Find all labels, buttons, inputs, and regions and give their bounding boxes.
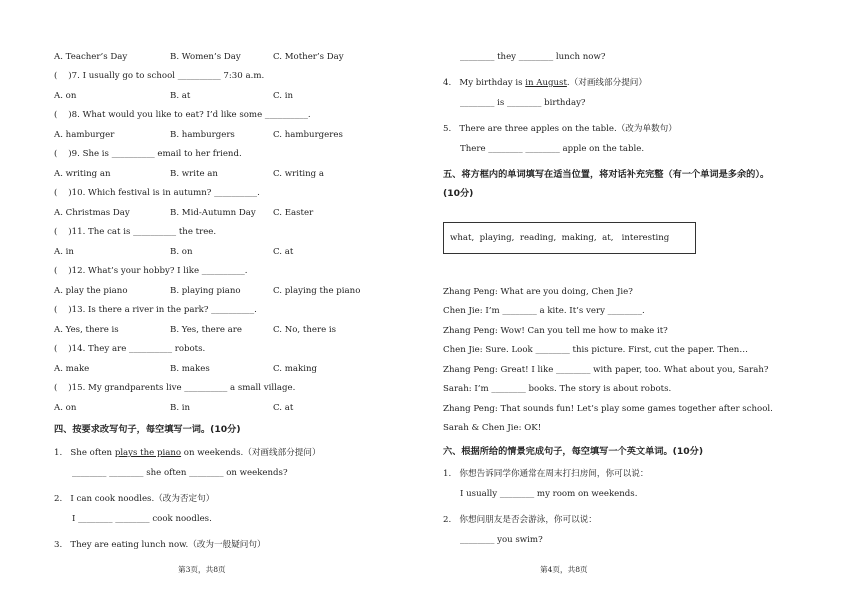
s4-question-1: [54, 448, 321, 459]
section-5-title: 五、将方框内的单词填写在适当位置，将对话补充完整（有一个单词是多余的）。: [443, 169, 770, 180]
question-11: ( )11. The cat is __________ the tree.: [54, 227, 217, 237]
s4-question-3: 3. They are eating lunch now.（改为一般疑问句）: [54, 540, 266, 550]
page-footer-right: 第4页，共8页: [540, 565, 588, 574]
dialogue-line: Chen Jie: Sure. Look ________ this picture. First, cut the paper. Then…: [443, 345, 748, 355]
question-9: ( )9. She is __________ email to her friend.: [54, 149, 242, 159]
section-6-title: 六、根据所给的情景完成句子，每空填写一个英文单词。(10分): [443, 446, 704, 457]
question-8: ( )8. What would you like to eat? I’d like some __________.: [54, 110, 311, 120]
q14-option-c: C. making: [273, 364, 317, 374]
q13-option-a: A. Yes, there is: [54, 325, 119, 335]
q12-option-c: C. playing the piano: [273, 286, 361, 296]
dialogue-line: Zhang Peng: Wow! Can you tell me how to make it?: [443, 326, 668, 336]
q9-option-c: C. writing a: [273, 169, 325, 179]
q14-option-a: A. make: [54, 364, 90, 374]
s4-q4-text-pre: My birthday is: [459, 78, 526, 88]
q11-option-a: A. in: [54, 247, 74, 257]
word-bank-box: [443, 222, 696, 254]
dialogue-line: Zhang Peng: That sounds fun! Let’s play some games together after school.: [443, 404, 773, 414]
s6-question-2: 2. 你想问朋友是否会游泳，你可以说：: [443, 515, 597, 525]
s4-q5-answer-line: There ________ ________ apple on the table.: [460, 144, 645, 154]
q15-option-b: B. in: [170, 403, 191, 413]
question-12: ( )12. What’s your hobby? I like __________.: [54, 266, 248, 276]
q11-option-c: C. at: [273, 247, 294, 257]
q6-option-c: C. Mother’s Day: [273, 52, 344, 62]
dialogue-line: Chen Jie: I’m ________ a kite. It’s very ________.: [443, 306, 645, 316]
q8-option-c: C. hamburgeres: [273, 130, 343, 140]
s4-q1-answer-line: ________ ________ she often ________ on weekends?: [72, 468, 288, 478]
s4-q1-text-pre: She often: [70, 448, 115, 458]
s4-q4-underlined: in August: [525, 78, 567, 88]
s4-q4-answer-line: ________ is ________ birthday?: [460, 98, 586, 108]
q6-option-b: B. Women’s Day: [170, 52, 241, 62]
dialogue-line: Zhang Peng: Great! I like ________ with paper, too. What about you, Sarah?: [443, 365, 769, 375]
question-10: ( )10. Which festival is in autumn? __________.: [54, 188, 260, 198]
s4-q2-answer-line: I ________ ________ cook noodles.: [72, 514, 212, 524]
question-7: ( )7. I usually go to school __________ 7:30 a.m.: [54, 71, 265, 81]
q7-option-a: A. on: [54, 91, 77, 101]
s4-question-5: 5. There are three apples on the table.（改为单数句）: [443, 124, 677, 134]
question-14: ( )14. They are __________ robots.: [54, 344, 206, 354]
s4-q1-number: 1.: [54, 448, 63, 458]
q15-option-a: A. on: [54, 403, 77, 413]
s6-q2-answer-line: ________ you swim?: [460, 535, 543, 545]
section-4-title: 四、按要求改写句子，每空填写一词。(10分): [54, 424, 241, 435]
dialogue-line: Sarah & Chen Jie: OK!: [443, 423, 542, 433]
section-5-score: (10分): [443, 188, 474, 199]
q7-option-b: B. at: [170, 91, 191, 101]
dialogue-line: Zhang Peng: What are you doing, Chen Jie?: [443, 287, 633, 297]
q8-option-a: A. hamburger: [54, 130, 115, 140]
word-bank: what, playing, reading, making, at, interesting: [450, 233, 670, 243]
dialogue-line: Sarah: I’m ________ books. The story is about robots.: [443, 384, 672, 394]
question-13: ( )13. Is there a river in the park? __________.: [54, 305, 257, 315]
q9-option-a: A. writing an: [54, 169, 111, 179]
q12-option-b: B. playing piano: [170, 286, 241, 296]
q8-option-b: B. hamburgers: [170, 130, 235, 140]
s4-question-2: 2. I can cook noodles.（改为否定句）: [54, 494, 215, 504]
q12-option-a: A. play the piano: [54, 286, 128, 296]
page-footer-left: 第3页，共8页: [178, 565, 226, 574]
s4-q4-text-post: .（对画线部分提问）: [566, 78, 647, 88]
q15-option-c: C. at: [273, 403, 294, 413]
s4-q1-underlined: plays the piano: [114, 448, 182, 458]
q10-option-b: B. Mid-Autumn Day: [170, 208, 256, 218]
s4-question-4: [443, 78, 647, 89]
q10-option-a: A. Christmas Day: [54, 208, 130, 218]
q13-option-b: B. Yes, there are: [170, 325, 242, 335]
question-15: ( )15. My grandparents live __________ a small village.: [54, 383, 296, 393]
q9-option-b: B. write an: [170, 169, 218, 179]
s4-q1-text-post: on weekends.（对画线部分提问）: [181, 448, 321, 458]
q10-option-c: C. Easter: [273, 208, 314, 218]
s6-question-1: 1. 你想告诉同学你通常在周末打扫房间，你可以说：: [443, 469, 649, 479]
q11-option-b: B. on: [170, 247, 193, 257]
q6-option-a: A. Teacher’s Day: [54, 52, 128, 62]
s4-q3-answer-line: ________ they ________ lunch now?: [460, 52, 606, 62]
q13-option-c: C. No, there is: [273, 325, 337, 335]
q7-option-c: C. in: [273, 91, 294, 101]
s6-q1-answer-line: I usually ________ my room on weekends.: [460, 489, 638, 499]
s4-q4-number: 4.: [443, 78, 452, 88]
q14-option-b: B. makes: [170, 364, 210, 374]
